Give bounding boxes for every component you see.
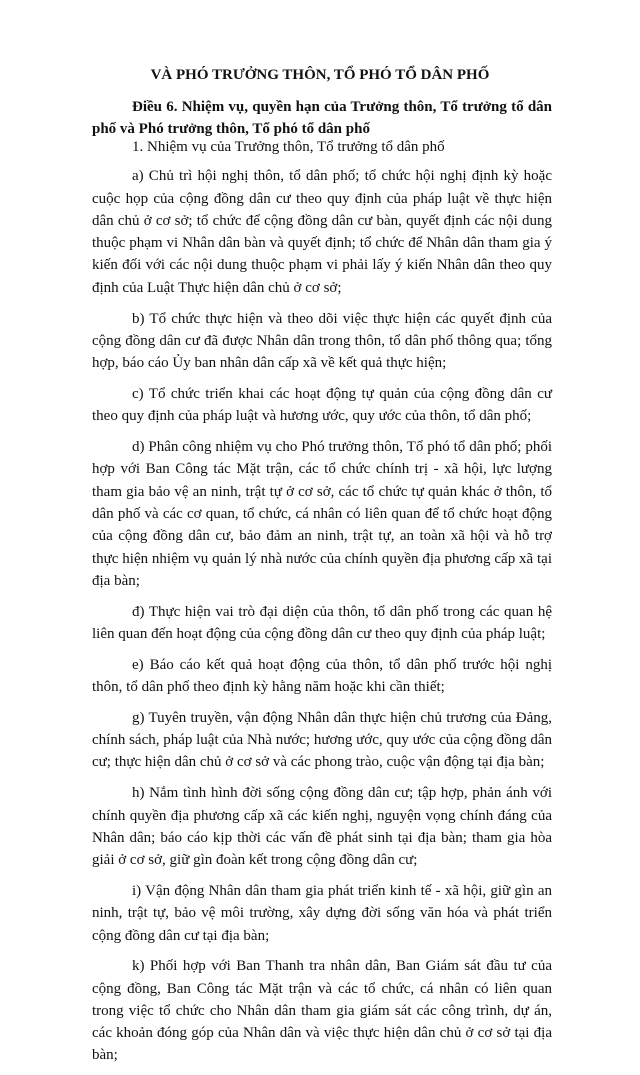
paragraph-k: k) Phối hợp với Ban Thanh tra nhân dân, Ban Giám sát đầu tư của cộng đồng, Ban Công tác Mặt trận và các tổ chức, cá nhân có liên quan trong việc tổ chức cho Nhân dân tham gia giám sát các công trình, dự án, các khoản đóng góp của Nhân dân và việc thực hiện dân chủ ở cơ sở tại địa bàn; [92, 958, 552, 1064]
paragraph-a: a) Chủ trì hội nghị thôn, tổ dân phố; tổ chức hội nghị định kỳ hoặc cuộc họp của cộng đồng dân cư theo quy định của pháp luật về thực hiện dân chủ ở cơ sở; tổ chức để cộng đồng dân cư bàn, quyết định các nội dung thuộc phạm vi Nhân dân bàn và quyết định; tổ chức để Nhân dân tham gia ý kiến đối với các nội dung thuộc phạm vi phải lấy ý kiến Nhân dân theo quy định của Luật Thực hiện dân chủ ở cơ sở; [92, 168, 552, 296]
article-body [92, 136, 552, 1075]
paragraph-b: b) Tổ chức thực hiện và theo dõi việc thực hiện các quyết định của cộng đồng dân cư đã được Nhân dân trong thôn, tổ dân phố thông qua; tổng hợp, báo cáo Ủy ban nhân dân cấp xã về kết quả thực hiện; [92, 310, 552, 372]
item-heading: 1. Nhiệm vụ của Trưởng thôn, Tổ trưởng tổ dân phố [132, 139, 445, 155]
paragraph-e: e) Báo cáo kết quả hoạt động của thôn, tổ dân phố trước hội nghị thôn, tổ dân phố theo định kỳ hằng năm hoặc khi cần thiết; [92, 656, 552, 696]
paragraph-i: i) Vận động Nhân dân tham gia phát triển kinh tế - xã hội, giữ gìn an ninh, trật tự, bảo vệ môi trường, xây dựng đời sống văn hóa và phát triển cộng đồng dân cư tại địa bàn; [92, 882, 552, 944]
paragraph-c: c) Tổ chức triển khai các hoạt động tự quản của cộng đồng dân cư theo quy định của pháp luật và hương ước, quy ước của thôn, tổ dân phố; [92, 385, 552, 425]
paragraph-dd: đ) Thực hiện vai trò đại diện của thôn, tổ dân phố trong các quan hệ liên quan đến hoạt động của cộng đồng dân cư theo quy định của pháp luật; [92, 603, 552, 642]
paragraph-d: d) Phân công nhiệm vụ cho Phó trưởng thôn, Tổ phó tổ dân phố; phối hợp với Ban Công tác Mặt trận, các tổ chức chính trị - xã hội, lực lượng tham gia bảo vệ an ninh, trật tự ở cơ sở, các tổ chức tự quản khác ở thôn, tổ dân phố và các cơ quan, tổ chức, cá nhân có liên quan để tổ chức hoạt động của cộng đồng dân cư, bảo đảm an ninh, trật tự, an toàn xã hội và hỗ trợ thực hiện nhiệm vụ quản lý nhà nước của chính quyền địa phương cấp xã tại địa bàn; [92, 439, 552, 589]
paragraph-g: g) Tuyên truyền, vận động Nhân dân thực hiện chủ trương của Đảng, chính sách, pháp luật của Nhà nước; hương ước, quy ước của cộng đồng dân cư; thực hiện dân chủ ở cơ sở và các phong trào, cuộc vận động tại địa bàn; [92, 709, 552, 771]
paragraph-h: h) Nắm tình hình đời sống cộng đồng dân cư; tập hợp, phản ánh với chính quyền địa phương cấp xã các kiến nghị, nguyện vọng chính đáng của Nhân dân; báo cáo kịp thời các vấn đề phát sinh tại địa bàn; tham gia hòa giải ở cơ sở, giữ gìn đoàn kết trong cộng đồng dân cư; [92, 785, 552, 869]
section-heading: VÀ PHÓ TRƯỞNG THÔN, TỔ PHÓ TỔ DÂN PHỐ [150, 67, 490, 83]
article-title: Điều 6. Nhiệm vụ, quyền hạn của Trưởng thôn, Tổ trưởng tổ dân phố và Phó trưởng thôn, Tổ phó tổ dân phố [92, 99, 552, 138]
